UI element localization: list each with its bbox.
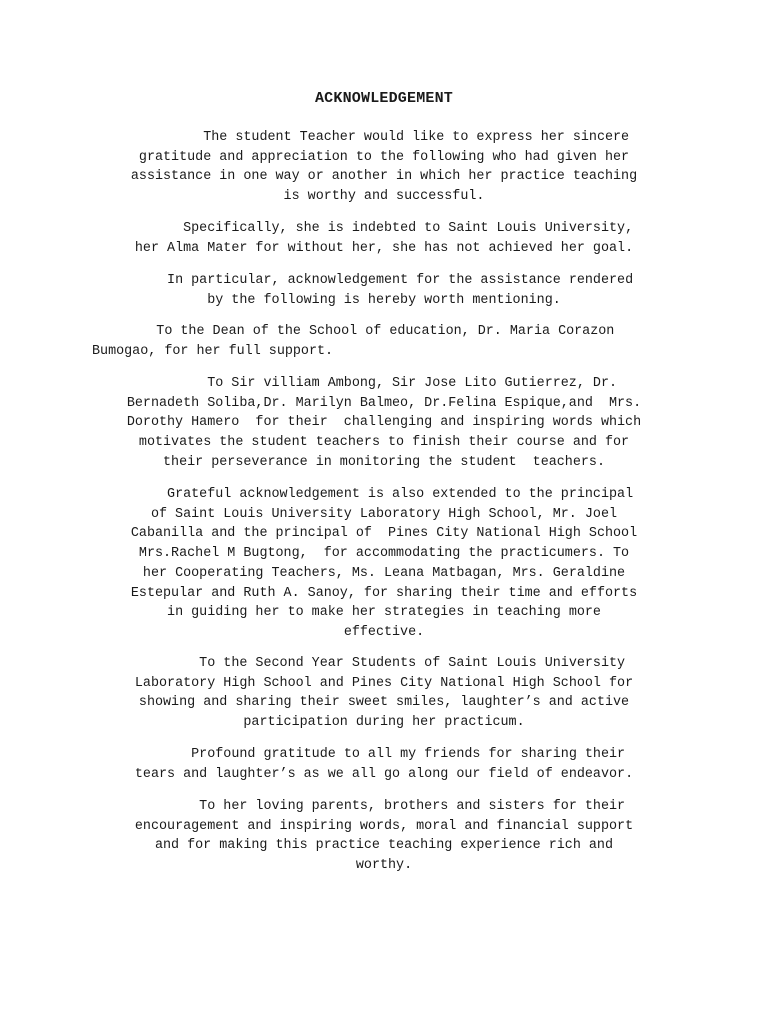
text-line: by the following is hereby worth mentioning. (207, 292, 561, 308)
text-line: Dorothy Hamero for their challenging and inspiring words which (126, 415, 642, 431)
text-line: Laboratory High School and Pines City National High School for (134, 675, 634, 691)
text-line: Estepular and Ruth A. Sanoy, for sharing their time and efforts (130, 585, 638, 601)
paragraph-students (84, 654, 684, 733)
text-line: To the Dean of the School of education, Dr. Maria Corazon (92, 324, 615, 339)
paragraph-principals (84, 485, 684, 643)
text-line: effective. (343, 624, 425, 640)
text-line: their perseverance in monitoring the student teachers. (163, 454, 605, 470)
text-line: worthy. (355, 858, 413, 874)
text-line: The student Teacher would like to express her sincere (138, 130, 630, 145)
text-line: In particular, acknowledgement for the assistance rendered (134, 273, 634, 288)
text-line: motivates the student teachers to finish their course and for (138, 435, 630, 451)
text-line: To the Second Year Students of Saint Louis University (142, 656, 626, 671)
text-line: To her loving parents, brothers and sisters for their (142, 799, 626, 814)
text-line: assistance in one way or another in which her practice teaching (130, 169, 638, 185)
text-line: encouragement and inspiring words, moral and financial support (134, 818, 634, 834)
text-line: is worthy and successful. (283, 189, 485, 205)
text-line: her Alma Mater for without her, she has not achieved her goal. (134, 240, 634, 256)
text-line: her Cooperating Teachers, Ms. Leana Matbagan, Mrs. Geraldine (142, 565, 626, 581)
text-line: and for making this practice teaching experience rich and (154, 838, 614, 854)
paragraph-indebted (84, 219, 684, 258)
text-line: Mrs.Rachel M Bugtong, for accommodating the practicumers. To (138, 546, 630, 562)
text-line: Grateful acknowledgement is also extended to the principal (134, 487, 634, 502)
text-line: of Saint Louis University Laboratory High School, Mr. Joel (150, 506, 618, 522)
text-line: Bernadeth Soliba,Dr. Marilyn Balmeo, Dr.Felina Espique,and Mrs. (126, 395, 642, 411)
page-title: ACKNOWLEDGEMENT (314, 90, 454, 107)
paragraph-particular (84, 271, 684, 310)
text-line: Cabanilla and the principal of Pines City National High School (130, 526, 638, 542)
paragraph-friends (84, 745, 684, 784)
text-line: Profound gratitude to all my friends for sharing their (142, 747, 626, 762)
paragraph-intro (84, 128, 684, 207)
text-line: To Sir villiam Ambong, Sir Jose Lito Gutierrez, Dr. (150, 376, 618, 391)
text-line: showing and sharing their sweet smiles, laughter’s and active (138, 695, 630, 711)
paragraph-dean (92, 322, 692, 361)
text-line: gratitude and appreciation to the following who had given her (138, 149, 630, 165)
text-line: Specifically, she is indebted to Saint Louis University, (134, 221, 634, 236)
text-line: participation during her practicum. (243, 715, 525, 731)
text-line: tears and laughter’s as we all go along our field of endeavor. (134, 766, 634, 782)
paragraph-family (84, 797, 684, 876)
paragraph-supervisors (84, 374, 684, 473)
text-line: in guiding her to make her strategies in teaching more (167, 605, 601, 621)
text-line: Bumogao, for her full support. (92, 343, 334, 359)
